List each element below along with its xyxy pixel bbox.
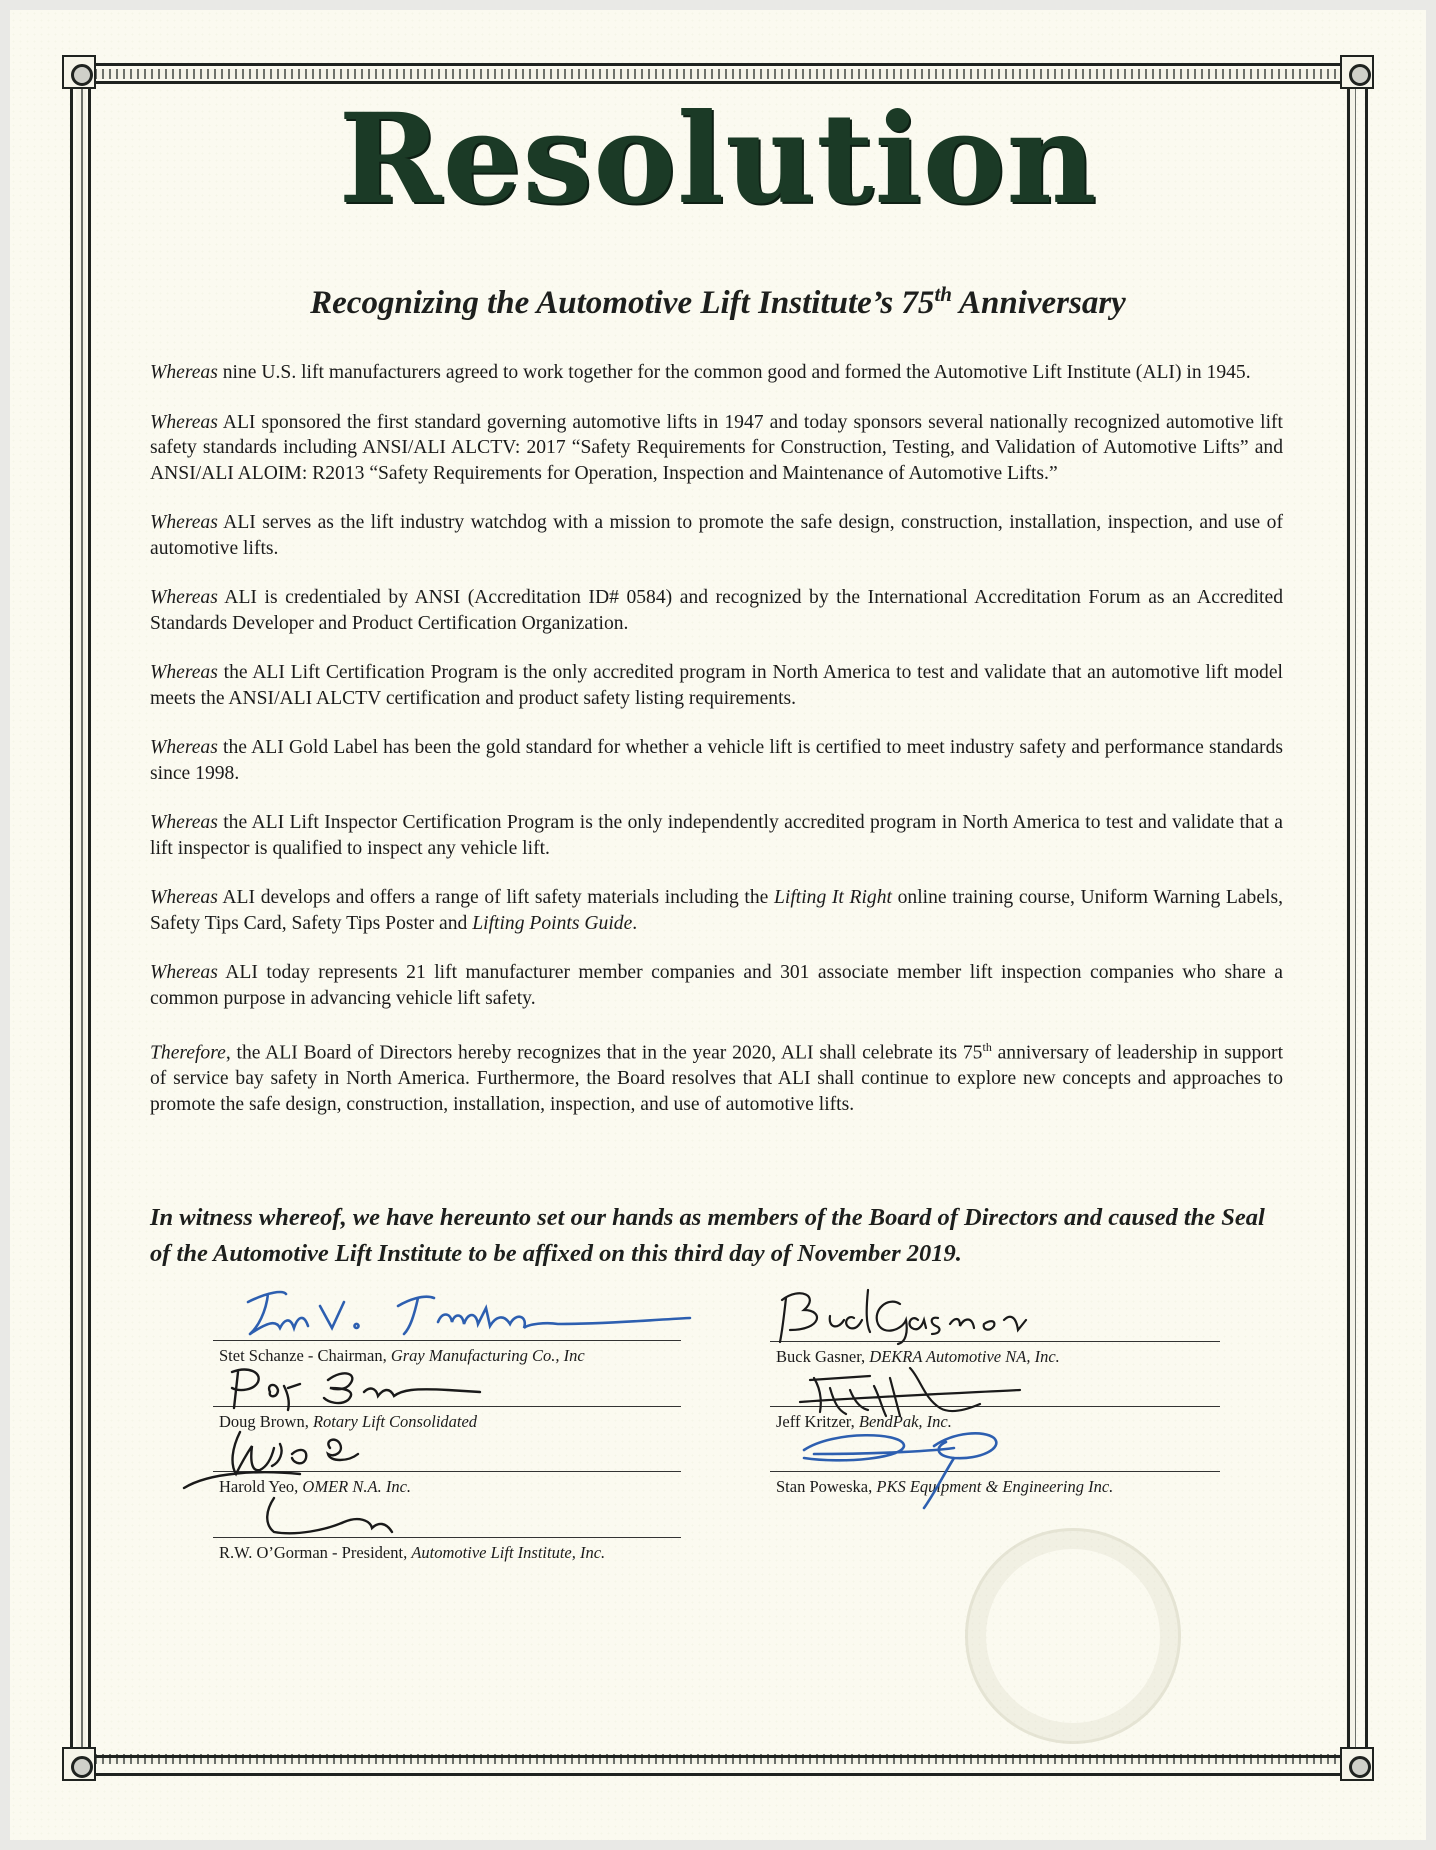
paragraph-lead: Whereas — [150, 411, 218, 433]
paragraph-lead: Whereas — [150, 737, 218, 758]
paragraph-text: . — [632, 912, 638, 934]
paragraph-lead: Whereas — [150, 362, 218, 383]
resolution-body — [150, 360, 1283, 1141]
paragraph-lead: Whereas — [150, 512, 218, 533]
signatory-name: Jeff Kritzer, — [776, 1412, 859, 1431]
whereas-paragraph-6 — [150, 735, 1283, 786]
subtitle-superscript: th — [934, 282, 952, 306]
paragraph-text: ALI develops and offers a range of lift safety materials including the — [217, 887, 774, 908]
paragraph-lead: Whereas — [150, 812, 218, 833]
document-subtitle — [0, 282, 1436, 322]
subtitle-tail: Anniversary — [951, 285, 1126, 321]
signatory-org: BendPak, Inc. — [858, 1412, 952, 1431]
signatory-org: PKS Equipment & Engineering Inc. — [876, 1477, 1114, 1496]
paragraph-text: ALI is credentialed by ANSI (Accreditation ID# 0584) and recognized by the International Accreditation Forum as an Accredited Standards Developer and Product Certification Organization. — [150, 587, 1283, 634]
signature-line-yeo — [213, 1471, 681, 1505]
witness-statement: In witness whereof, we have hereunto set our hands as members of the Board of Directors and caused the Seal of the Automotive Lift Institute to be affixed on this third day of November 2019. — [150, 1204, 1265, 1267]
signatory-name: Doug Brown, — [219, 1412, 313, 1431]
signatory-name: Buck Gasner, — [776, 1347, 870, 1366]
whereas-paragraph-1 — [150, 360, 1283, 386]
paragraph-lead: Therefore — [150, 1042, 226, 1064]
paragraph-lead: Whereas — [150, 962, 218, 983]
paragraph-text: anniversary of leadership in support of service bay safety in North America. Furthermore, the Board resolves that ALI shall continue to explore new concepts and approaches to promote the safe design, construction, installation, inspection, and use of automotive lifts. — [150, 1042, 1284, 1115]
signatory-name: Stan Poweska, — [776, 1477, 877, 1496]
signature-line-gasner — [770, 1341, 1220, 1375]
paragraph-lead: Whereas — [150, 887, 218, 908]
signatory-name: Harold Yeo, — [219, 1477, 303, 1496]
signature-line-kritzer — [770, 1406, 1220, 1440]
whereas-paragraph-8 — [150, 885, 1283, 936]
paragraph-text: ALI today represents 21 lift manufacturer member companies and 301 associate member lift inspection companies who share a common purpose in advancing vehicle lift safety. — [150, 962, 1283, 1009]
paragraph-text: the ALI Lift Certification Program is the only accredited program in North America to test and validate that an automotive lift model meets the ANSI/ALI ALCTV certification and product safety listing requirements. — [150, 662, 1283, 709]
whereas-paragraph-9 — [150, 960, 1283, 1011]
whereas-paragraph-7 — [150, 810, 1283, 861]
signatory-org: Rotary Lift Consolidated — [312, 1412, 478, 1431]
paragraph-text: the ALI Lift Inspector Certification Program is the only independently accredited program in North America to test and validate that a lift inspector is qualified to inspect any vehicle lift. — [150, 812, 1283, 859]
paragraph-text: , the ALI Board of Directors hereby recognizes that in the year 2020, ALI shall celebrate its 75 — [225, 1042, 983, 1064]
paragraph-text: ALI serves as the lift industry watchdog with a mission to promote the safe design, construction, installation, inspection, and use of automotive lifts. — [150, 512, 1283, 559]
paragraph-lead: Whereas — [150, 587, 218, 608]
subtitle-text: Recognizing the Automotive Lift Institute’s 75 — [310, 285, 935, 321]
guide-title: Lifting Points Guide — [472, 912, 633, 934]
corner-ornament-bottom-right — [1340, 1747, 1374, 1781]
whereas-paragraph-3 — [150, 510, 1283, 561]
therefore-paragraph — [150, 1035, 1283, 1117]
whereas-paragraph-2 — [150, 410, 1283, 487]
superscript: th — [982, 1040, 992, 1054]
signature-line-brown — [213, 1406, 681, 1440]
whereas-paragraph-5 — [150, 660, 1283, 711]
paragraph-lead: Whereas — [150, 662, 218, 683]
signatory-org: Automotive Lift Institute, Inc. — [411, 1543, 606, 1562]
signatory-name: Stet Schanze - Chairman, — [219, 1346, 391, 1365]
document-title: Resolution — [338, 87, 1098, 232]
signatory-org: Gray Manufacturing Co., Inc — [390, 1346, 585, 1365]
paragraph-text: ALI sponsored the first standard governing automotive lifts in 1947 and today sponsors several nationally recognized automotive lift safety standards including ANSI/ALI ALCTV: 2017 “Safety Requirements for Construction, Testing, and Validation of Automotive Lifts” and ANSI/ALI ALOIM: R2013 “Safety Requirements for Operation, Inspection and Maintenance of Automotive Lifts.” — [150, 411, 1283, 484]
signature-line-schanze — [213, 1340, 681, 1374]
paragraph-text: online training course, Uniform Warning Labels, Safety Tips Card, Safety Tips Poster and — [150, 887, 1284, 934]
signature-line-poweska — [770, 1471, 1220, 1505]
embossed-seal — [965, 1528, 1181, 1744]
corner-ornament-bottom-left — [62, 1747, 96, 1781]
whereas-paragraph-4 — [150, 585, 1283, 636]
signatory-org: OMER N.A. Inc. — [302, 1477, 412, 1496]
course-title: Lifting It Right — [773, 887, 892, 908]
corner-ornament-top-right — [1340, 55, 1374, 89]
paragraph-text: the ALI Gold Label has been the gold standard for whether a vehicle lift is certified to meet industry safety and performance standards since 1998. — [150, 737, 1283, 784]
paragraph-text: nine U.S. lift manufacturers agreed to work together for the common good and formed the Automotive Lift Institute (ALI) in 1945. — [217, 362, 1251, 383]
signatory-name: R.W. O’Gorman - President, — [219, 1543, 412, 1562]
corner-ornament-top-left — [62, 55, 96, 89]
signatory-org: DEKRA Automotive NA, Inc. — [869, 1347, 1060, 1366]
signature-line-ogorman — [213, 1537, 681, 1571]
